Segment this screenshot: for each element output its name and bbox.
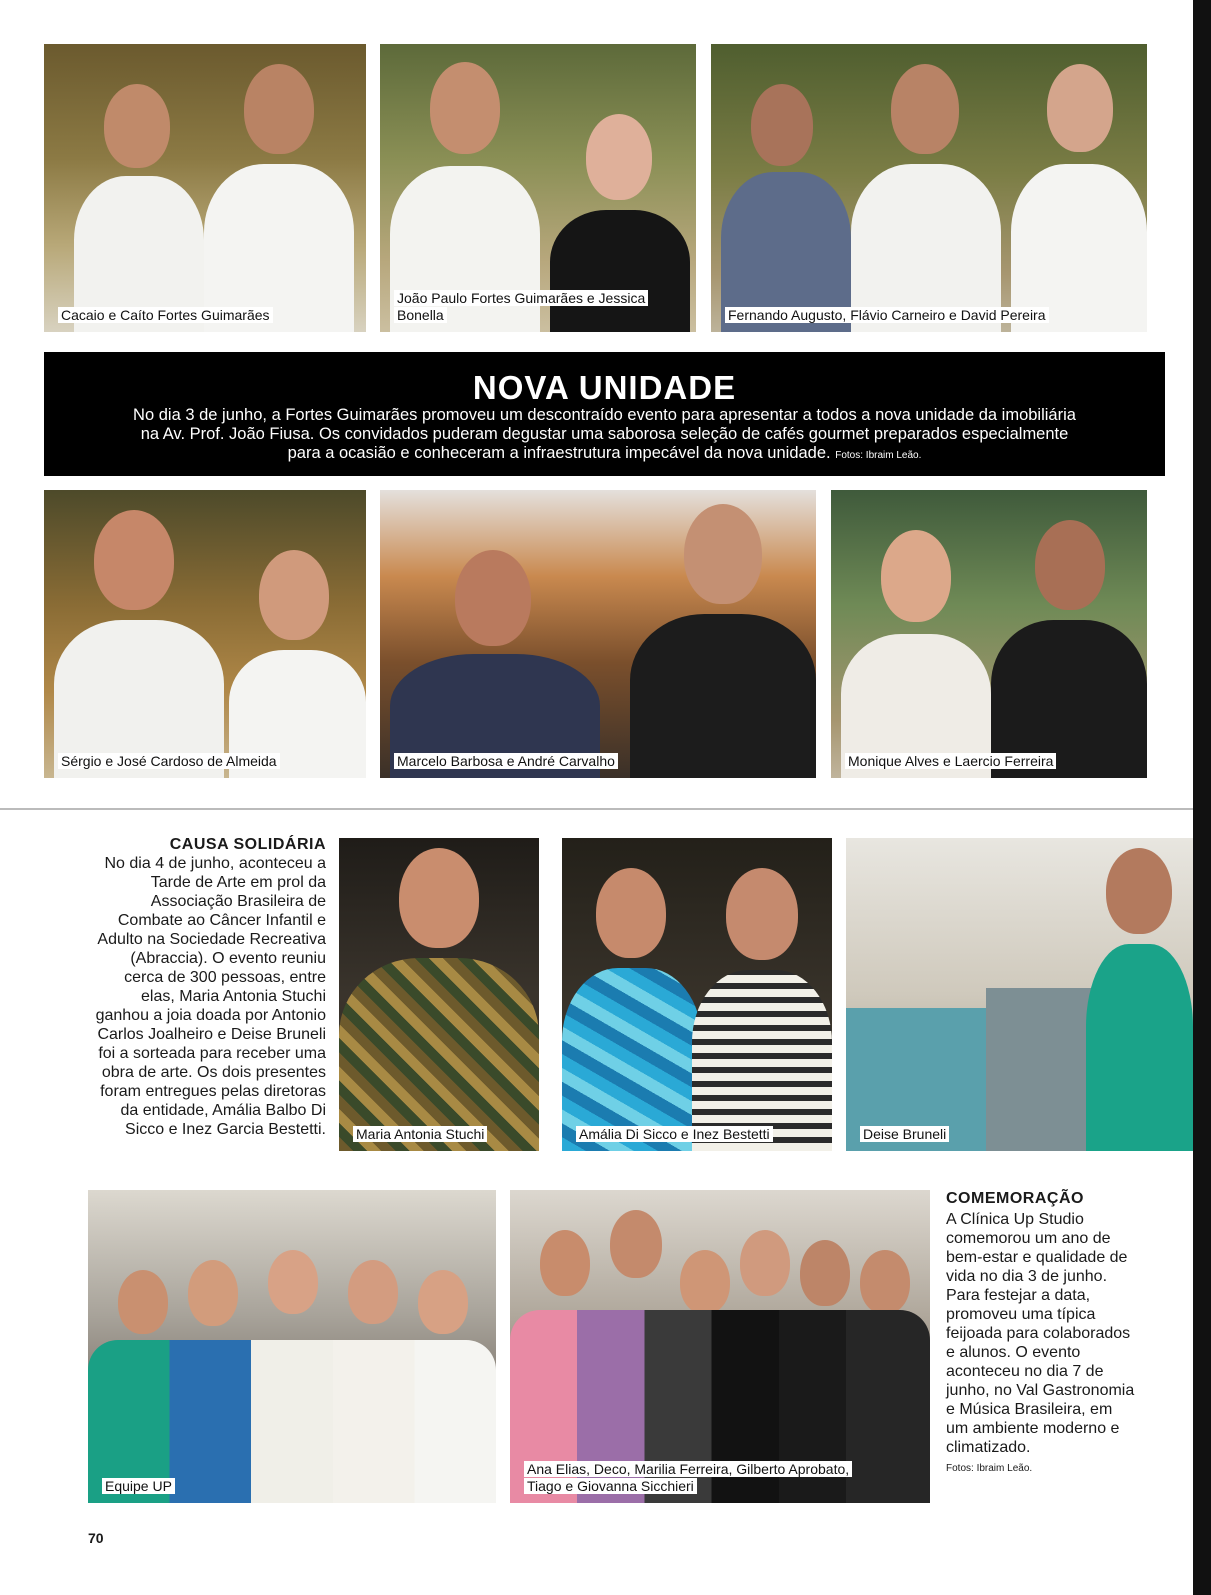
nova-unidade-banner <box>44 352 1165 476</box>
photo-amalia-inez <box>562 838 832 1151</box>
comemoracao-text: A Clínica Up Studio comemorou um ano de bem-estar e qualidade de vida no dia 3 de junho. Para festejar a data, promoveu uma típica feijoada para colaborados e alunos. O evento aconteceu no dia 7 de junho, no Val Gastronomia e Música Brasileira, em um ambiente moderno e climatizado. Fotos: Ibraim Leão. <box>946 1211 1135 1474</box>
photo-caption: Fernando Augusto, Flávio Carneiro e David Pereira <box>725 307 1049 324</box>
photo-deise-bruneli <box>846 838 1193 1151</box>
photo-marcelo-andre <box>380 490 816 778</box>
photo-caption: Marcelo Barbosa e André Carvalho <box>394 753 618 770</box>
photo-caption: Monique Alves e Laercio Ferreira <box>845 753 1056 770</box>
photo-joao-paulo-jessica <box>380 44 696 332</box>
section-divider <box>0 808 1193 810</box>
photo-credit: Fotos: Ibraim Leão. <box>835 450 922 461</box>
photo-caption: Deise Bruneli <box>860 1126 949 1143</box>
photo-caption: Ana Elias, Deco, Marilia Ferreira, Gilberto Aprobato, Tiago e Giovanna Sicchieri <box>524 1461 884 1495</box>
photo-equipe-up <box>88 1190 496 1503</box>
photo-caption: Cacaio e Caíto Fortes Guimarães <box>58 307 273 324</box>
photo-monique-laercio <box>831 490 1147 778</box>
page-number: 70 <box>88 1530 104 1546</box>
photo-caption: Amália Di Sicco e Inez Bestetti <box>576 1126 773 1143</box>
photo-caption: Maria Antonia Stuchi <box>353 1126 487 1143</box>
banner-text: No dia 3 de junho, a Fortes Guimarães promoveu um descontraído evento para apresentar a todos a nova unidade da imobiliária na Av. Prof. João Fiusa. Os convidados puderam degustar uma saborosa seleção de cafés gourmet preparados especialmente para a ocasião e conheceram a infraestrutura impecável da nova unidade. Fotos: Ibraim Leão. <box>133 406 1076 462</box>
photo-cacaio-caito <box>44 44 366 332</box>
photo-caption: Sérgio e José Cardoso de Almeida <box>58 753 280 770</box>
photo-ana-elias-group <box>510 1190 930 1503</box>
comemoracao-title: COMEMORAÇÃO <box>946 1190 1084 1207</box>
page-edge-bar <box>1193 0 1211 1595</box>
causa-title: CAUSA SOLIDÁRIA <box>169 836 326 853</box>
banner-title: NOVA UNIDADE <box>472 369 737 406</box>
causa-text: No dia 4 de junho, aconteceu a Tarde de Arte em prol da Associação Brasileira de Combate ao Câncer Infantil e Adulto na Sociedade Recreativa (Abraccia). O evento reuniu cerca de 300 pessoas, entre elas, Maria Antonia Stuchi ganhou a joia doada por Antonio Carlos Joalheiro e Deise Bruneli foi a sorteada para receber uma obra de arte. Os dois presentes foram entregues pelas diretoras da entidade, Amália Balbo Di Sicco e Inez Garcia Bestetti. <box>95 855 326 1138</box>
photo-sergio-jose <box>44 490 366 778</box>
photo-caption: João Paulo Fortes Guimarães e Jessica Bonella <box>394 290 685 324</box>
photo-caption: Equipe UP <box>102 1478 175 1495</box>
photo-fernando-flavio-david <box>711 44 1147 332</box>
photo-credit: Fotos: Ibraim Leão. <box>946 1463 1033 1474</box>
photo-maria-antonia <box>339 838 539 1151</box>
